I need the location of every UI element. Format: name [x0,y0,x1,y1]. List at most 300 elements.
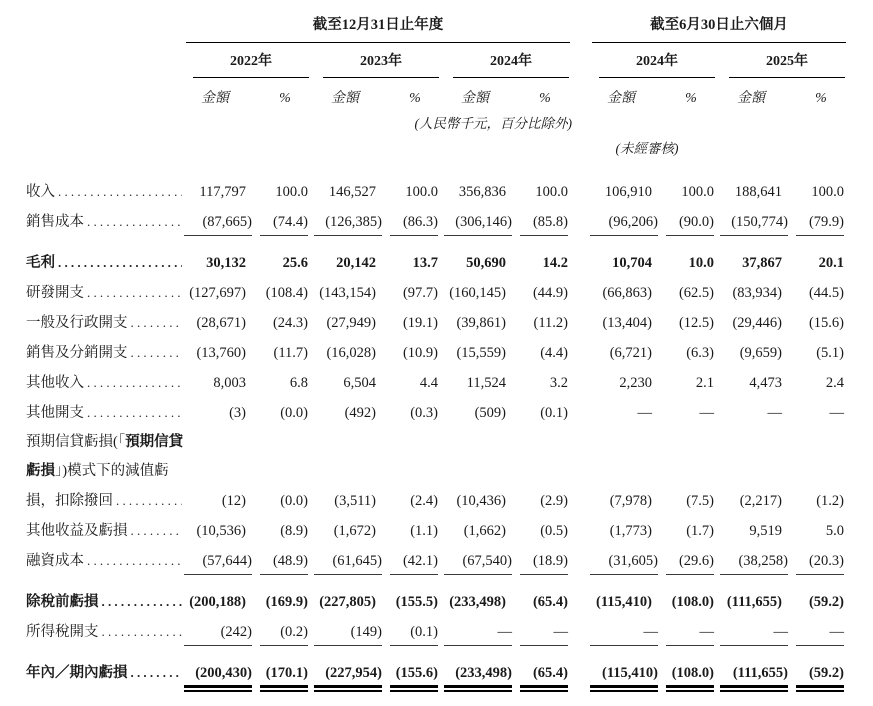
pct-cell [666,398,720,428]
cell-value: (74.4) [260,215,308,236]
pct-cell [390,368,444,398]
cell-value: (155.6) [390,666,438,688]
cell-value: (108.0) [666,666,714,688]
amount-cell [590,428,666,516]
cell-value: — [829,405,844,421]
cell-value: (79.9) [796,215,844,236]
dot-leader [87,214,182,230]
row-label [26,368,184,398]
cell-value: (4.4) [540,345,568,361]
cell-value: 117,797 [199,184,246,200]
table-row [26,428,850,516]
cell-value: (66,863) [602,285,652,301]
cell-value: (87,665) [184,215,252,236]
percent-header: % [539,91,551,106]
measure-header-row [26,78,850,106]
amount-cell [184,278,260,308]
cell-value: (108.0) [671,594,714,610]
pct-cell [390,428,444,516]
amount-cell [314,177,390,207]
amount-cell [720,278,796,308]
cell-value: (1.2) [816,493,844,509]
pct-cell [666,248,720,278]
amount-cell [720,516,796,546]
cell-value: 6,504 [343,375,376,391]
pct-cell [796,338,850,368]
amount-cell [314,516,390,546]
table-row [26,658,850,706]
cell-value: (8.9) [280,523,308,539]
cell-value: (12.5) [678,315,714,331]
currency-unit-note: (人民幣千元，百分比除外) [414,116,572,131]
financial-table [26,12,850,706]
dot-leader [116,493,182,509]
pct-cell [260,516,314,546]
group-gap [574,207,590,248]
cell-value: (61,645) [314,554,382,575]
group-gap [574,78,590,106]
cell-value: 11,524 [466,375,506,391]
cell-value: (242) [184,625,252,646]
cell-value: (227,805) [319,594,376,610]
cell-value: (2.9) [540,493,568,509]
pct-cell [666,546,720,587]
table-row [26,177,850,207]
pct-cell [796,617,850,658]
cell-value: (200,188) [189,594,246,610]
cell-value: (200,430) [184,666,252,688]
cell-value: — [699,405,714,421]
year-header-6m2024: 2024年 [590,43,720,78]
cell-value: (18.9) [520,554,568,575]
cell-value: (65.4) [532,594,568,610]
table-row [26,207,850,248]
cell-value: (108.4) [265,285,308,301]
pct-cell [796,177,850,207]
pct-cell [390,177,444,207]
pct-cell [796,308,850,338]
amount-cell [444,428,520,516]
cell-value: (29.6) [666,554,714,575]
cell-value: (170.1) [260,666,308,688]
pct-cell [796,368,850,398]
cell-value: (97.7) [402,285,438,301]
amount-cell [444,398,520,428]
amount-cell [590,658,666,706]
pct-cell [520,428,574,516]
pct-cell [796,398,850,428]
cell-value: 100.0 [681,184,714,200]
amount-header: 金額 [461,91,489,106]
year-header-6m2025: 2025年 [720,43,850,78]
cell-value: — [796,625,844,646]
dot-leader [87,285,182,301]
pct-cell [520,398,574,428]
cell-value: (1,662) [463,523,506,539]
dot-leader [87,405,182,421]
pct-cell [796,207,850,248]
dot-leader [131,315,183,331]
amount-cell [314,428,390,516]
cell-value: (2,217) [739,493,782,509]
table-row [26,248,850,278]
unaudited-note: (未經審核) [615,141,679,156]
cell-value: — [637,405,652,421]
group-gap [574,177,590,207]
amount-cell [314,658,390,706]
amount-cell [444,278,520,308]
pct-cell [796,248,850,278]
amount-cell [314,617,390,658]
pct-cell [520,658,574,706]
pct-cell [796,587,850,617]
dot-leader [58,184,182,200]
row-label [26,587,184,617]
cell-value: 13.7 [412,255,438,271]
pct-cell [520,177,574,207]
row-label [26,546,184,587]
pct-cell [796,516,850,546]
header-spacer-cell [26,106,184,131]
amount-cell [184,516,260,546]
amount-cell [590,248,666,278]
cell-value: 4.4 [419,375,438,391]
table-row [26,546,850,587]
cell-value: (42.1) [390,554,438,575]
group-gap [574,308,590,338]
amount-cell [444,177,520,207]
amount-cell [590,546,666,587]
header-spacer-cell [26,43,184,78]
amount-cell [590,338,666,368]
cell-value: (1,773) [609,523,652,539]
cell-value: (492) [344,405,376,421]
row-label [26,338,184,368]
row-label-text: 預期信貸 [125,434,184,450]
amount-cell [184,398,260,428]
amount-cell [184,658,260,706]
table-header [26,12,850,177]
pct-cell [390,546,444,587]
pct-cell [260,308,314,338]
pct-cell [390,248,444,278]
cell-value: (31,605) [590,554,658,575]
dot-leader [102,624,183,640]
cell-value: 20,142 [336,255,376,271]
cell-value: (13,760) [196,345,246,361]
table-row [26,617,850,658]
cell-value: (1.1) [410,523,438,539]
row-label-text: 所得稅開支 [26,624,99,640]
amount-cell [444,207,520,248]
year-header-2023: 2023年 [314,43,444,78]
cell-value: (150,774) [720,215,788,236]
amount-cell [720,308,796,338]
group-gap [574,248,590,278]
amount-cell [590,278,666,308]
cell-value: — [590,625,658,646]
cell-value: (160,145) [449,285,506,301]
amount-cell [314,278,390,308]
amount-cell [720,368,796,398]
row-label-text: 其他收益及虧損 [26,523,128,539]
dot-leader [131,523,183,539]
amount-header: 金額 [607,91,635,106]
row-label-text: 預期信貸虧損(「 [26,434,126,450]
cell-value: (0.3) [410,405,438,421]
group-gap [574,587,590,617]
cell-value: (0.5) [540,523,568,539]
cell-value: 356,836 [458,184,506,200]
pct-cell [666,587,720,617]
cell-value: 100.0 [405,184,438,200]
cell-value: 2,230 [619,375,652,391]
group-gap [574,368,590,398]
amount-cell [314,338,390,368]
cell-value: (67,540) [444,554,512,575]
cell-value: (96,206) [590,215,658,236]
cell-value: (111,655) [726,594,782,610]
cell-value: (115,410) [596,594,652,610]
amount-cell [590,617,666,658]
row-label [26,308,184,338]
row-label [26,248,184,278]
pct-cell [520,546,574,587]
cell-value: (15.6) [808,315,844,331]
cell-value: 14.2 [542,255,568,271]
cell-value: (0.1) [390,625,438,646]
cell-value: (0.2) [260,625,308,646]
pct-cell [390,617,444,658]
amount-cell [444,587,520,617]
pct-cell [260,278,314,308]
pct-cell [260,428,314,516]
pct-cell [260,398,314,428]
amount-header: 金額 [201,91,229,106]
pct-cell [666,428,720,516]
cell-value: (44.5) [808,285,844,301]
amount-cell [314,587,390,617]
year-header-row [26,43,850,78]
table-row [26,368,850,398]
cell-value: (38,258) [720,554,788,575]
pct-cell [390,207,444,248]
cell-value: 9,519 [749,523,782,539]
amount-cell [184,546,260,587]
period-header-row [26,12,850,43]
cell-value: (6,721) [609,345,652,361]
amount-cell [184,177,260,207]
cell-value: (57,644) [184,554,252,575]
group-gap [574,398,590,428]
amount-cell [444,546,520,587]
cell-value: (15,559) [456,345,506,361]
cell-value: (83,934) [732,285,782,301]
cell-value: (59.2) [796,666,844,688]
amount-cell [184,617,260,658]
cell-value: (233,498) [449,594,506,610]
cell-value: (126,385) [314,215,382,236]
dot-leader [102,594,183,610]
group-gap [574,43,590,78]
row-label-text: 研發開支 [26,285,84,301]
pct-cell [390,516,444,546]
amount-cell [314,308,390,338]
amount-cell [314,248,390,278]
pct-cell [260,248,314,278]
cell-value: (227,954) [314,666,382,688]
cell-value: 2.1 [695,375,714,391]
cell-value: 10.0 [688,255,714,271]
pct-cell [666,617,720,658]
table-row [26,278,850,308]
percent-header: % [815,91,827,106]
pct-cell [260,658,314,706]
pct-cell [666,207,720,248]
cell-value: (28,671) [196,315,246,331]
cell-value: (24.3) [272,315,308,331]
cell-value: 106,910 [604,184,652,200]
cell-value: 25.6 [282,255,308,271]
pct-cell [520,516,574,546]
cell-value: 100.0 [275,184,308,200]
cell-value: (27,949) [326,315,376,331]
amount-cell [720,617,796,658]
amount-cell [314,368,390,398]
group-gap [574,338,590,368]
cell-value: (6.3) [686,345,714,361]
amount-cell [720,587,796,617]
cell-value: (11.7) [273,345,308,361]
amount-cell [720,428,796,516]
pct-cell [260,338,314,368]
pct-cell [520,587,574,617]
cell-value: 100.0 [535,184,568,200]
pct-cell [520,368,574,398]
amount-cell [590,587,666,617]
cell-value: (10,536) [196,523,246,539]
cell-value: (233,498) [444,666,512,688]
group-gap [574,278,590,308]
amount-cell [184,428,260,516]
cell-value: (155.5) [395,594,438,610]
amount-cell [720,338,796,368]
cell-value: 5.0 [825,523,844,539]
cell-value: (48.9) [260,554,308,575]
cell-value: (169.9) [265,594,308,610]
group-gap [574,106,590,131]
cell-value: (149) [314,625,382,646]
percent-header: % [279,91,291,106]
amount-cell [590,207,666,248]
amount-cell [444,368,520,398]
cell-value: (115,410) [590,666,658,688]
pct-cell [390,338,444,368]
cell-value: (111,655) [720,666,788,688]
cell-value: (12) [221,493,246,509]
amount-cell [444,617,520,658]
amount-cell [184,248,260,278]
cell-value: — [720,625,788,646]
header-spacer-cell [720,131,850,156]
unit-note-row [26,106,850,131]
pct-cell [666,658,720,706]
row-label [26,177,184,207]
cell-value: (20.3) [796,554,844,575]
pct-cell [260,207,314,248]
pct-cell [390,308,444,338]
cell-value: — [666,625,714,646]
amount-header: 金額 [737,91,765,106]
dot-leader [87,553,182,569]
cell-value: (86.3) [390,215,438,236]
cell-value: (90.0) [666,215,714,236]
cell-value: 3.2 [549,375,568,391]
row-label-text: 除稅前虧損 [26,594,99,610]
cell-value: (44.9) [532,285,568,301]
amount-header: 金額 [331,91,359,106]
table-body [26,177,850,706]
cell-value: 8,003 [213,375,246,391]
cell-value: (0.0) [280,405,308,421]
header-spacer-cell [184,106,314,131]
pct-cell [520,617,574,658]
row-label [26,398,184,428]
row-label [26,516,184,546]
pct-cell [666,338,720,368]
cell-value: 100.0 [811,184,844,200]
cell-value: (16,028) [326,345,376,361]
group-gap [574,516,590,546]
cell-value: (39,861) [456,315,506,331]
group-gap [574,131,590,156]
pct-cell [666,368,720,398]
header-spacer-cell [26,131,184,156]
cell-value: (13,404) [602,315,652,331]
year-header-2022: 2022年 [184,43,314,78]
cell-value: (9,659) [739,345,782,361]
cell-value: (85.8) [520,215,568,236]
group-gap [574,658,590,706]
cell-value: — [520,625,568,646]
amount-cell [720,658,796,706]
pct-cell [260,177,314,207]
pct-cell [666,516,720,546]
row-label-text: 其他開支 [26,405,84,421]
cell-value: (1.7) [686,523,714,539]
pct-cell [520,248,574,278]
row-label-text: 融資成本 [26,553,84,569]
header-gap-row [26,156,850,177]
cell-value: (7.5) [686,493,714,509]
cell-value: (509) [474,405,506,421]
amount-cell [590,177,666,207]
table-row [26,587,850,617]
amount-cell [444,308,520,338]
group-gap [574,546,590,587]
row-label-text: 年內／期內虧損 [26,665,128,681]
dot-leader [131,345,183,361]
table-row [26,516,850,546]
cell-value: 4,473 [749,375,782,391]
cell-value: (19.1) [402,315,438,331]
pct-cell [520,308,574,338]
amount-cell [184,368,260,398]
row-label-text: 銷售及分銷開支 [26,345,128,361]
amount-cell [184,338,260,368]
cell-value: 20.1 [818,255,844,271]
annual-period-header [184,12,574,43]
